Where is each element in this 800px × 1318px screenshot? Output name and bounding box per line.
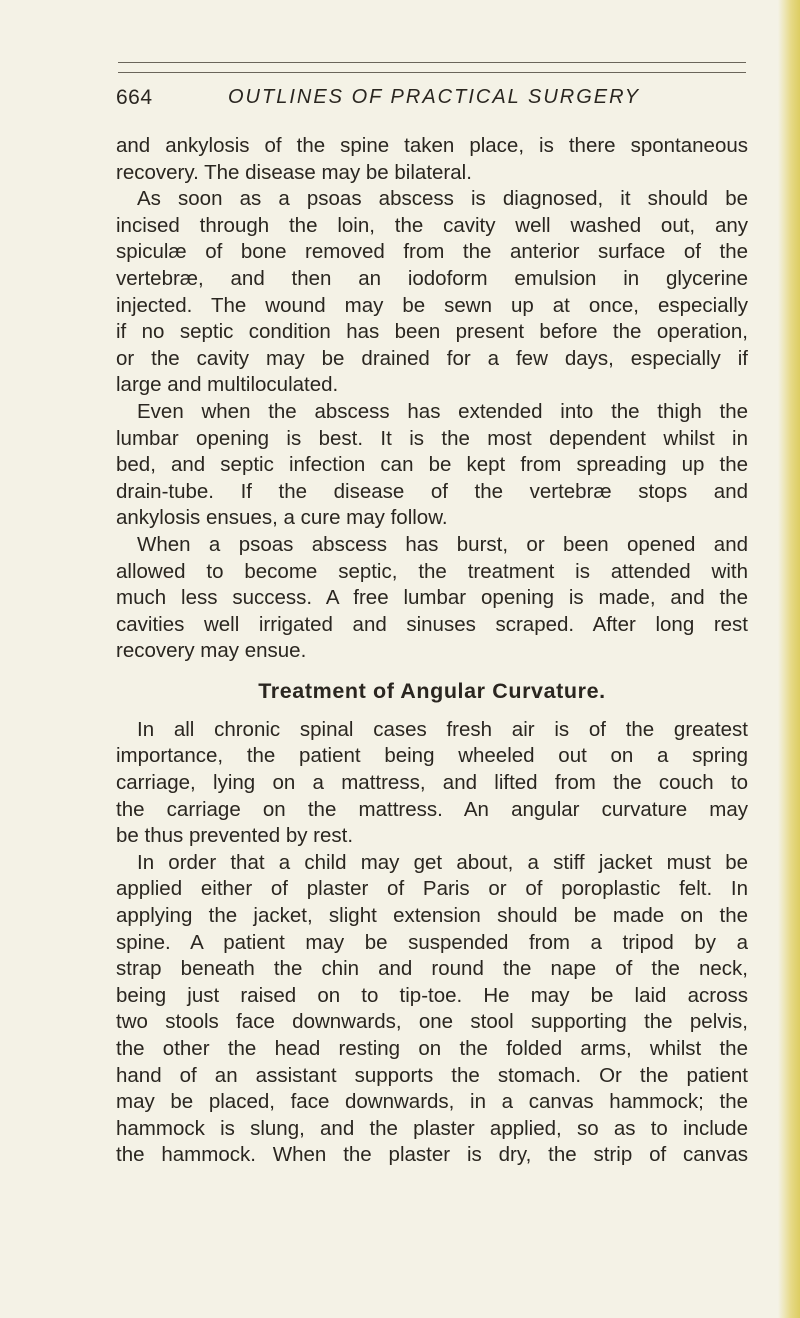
text-line: allowed to become septic, the treatment is attended with [116,559,748,583]
text-line: may be placed, face downwards, in a canvas hammock; the [116,1090,748,1114]
text-line: the other the head resting on the folded arms, whilst the [116,1037,748,1060]
header-rule-bottom [118,72,746,73]
text-line: importance, the patient being wheeled out on a spring [116,744,748,768]
text-line: if no septic condition has been present before the operation, [116,320,748,344]
page-number: 664 [116,86,153,109]
page-edge-shading [778,0,800,1318]
body-text [116,133,748,1169]
text-line: applied either of plaster of Paris or of poroplastic felt. In [116,877,748,901]
text-line: strap beneath the chin and round the nape of the neck, [116,957,748,981]
text-line: the hammock. When the plaster is dry, the strip of canvas [116,1143,748,1167]
text-line: drain-tube. If the disease of the vertebræ stops and [116,479,748,503]
section-heading: Treatment of Angular Curvature. [258,678,606,703]
text-line: be thus prevented by rest. [116,824,354,848]
text-line: bed, and septic infection can be kept from spreading up the [116,453,748,477]
text-line: much less success. A free lumbar opening is made, and the [116,586,748,610]
text-line: carriage, lying on a mattress, and lifted from the couch to [116,771,748,795]
text-line: vertebræ, and then an iodoform emulsion in glycerine [116,266,748,290]
text-line: Even when the abscess has extended into the thigh the [137,399,748,423]
text-line: spiculæ of bone removed from the anterior surface of the [116,240,748,264]
text-line: and ankylosis of the spine taken place, is there spontaneous [116,134,748,157]
text-line: recovery may ensue. [116,639,307,663]
text-line: In all chronic spinal cases fresh air is of the greatest [137,717,748,741]
text-line: two stools face downwards, one stool supporting the pelvis, [116,1010,748,1034]
text-line: the carriage on the mattress. An angular curvature may [116,797,748,821]
text-line: large and multiloculated. [116,373,339,397]
text-line: spine. A patient may be suspended from a tripod by a [116,930,748,954]
header-rule-top [118,62,746,63]
text-line: hand of an assistant supports the stomach. Or the patient [116,1063,748,1087]
text-line: lumbar opening is best. It is the most dependent whilst in [116,426,748,450]
text-line: applying the jacket, slight extension should be made on the [116,904,748,928]
text-line: As soon as a psoas abscess is diagnosed, it should be [137,187,748,211]
text-line: recovery. The disease may be bilateral. [116,160,472,184]
text-line: cavities well irrigated and sinuses scraped. After long rest [116,612,748,636]
running-title: OUTLINES OF PRACTICAL SURGERY [228,86,641,108]
text-line: or the cavity may be drained for a few days, especially if [116,346,748,370]
text-line: When a psoas abscess has burst, or been opened and [137,532,748,556]
text-line: injected. The wound may be sewn up at once, especially [116,293,748,317]
text-line: ankylosis ensues, a cure may follow. [116,506,448,530]
text-line: incised through the loin, the cavity well washed out, any [116,213,748,237]
text-line: being just raised on to tip-toe. He may be laid across [116,983,748,1007]
text-line: In order that a child may get about, a stiff jacket must be [137,850,748,874]
text-line: hammock is slung, and the plaster applied, so as to include [116,1116,748,1140]
page-header [116,86,748,116]
